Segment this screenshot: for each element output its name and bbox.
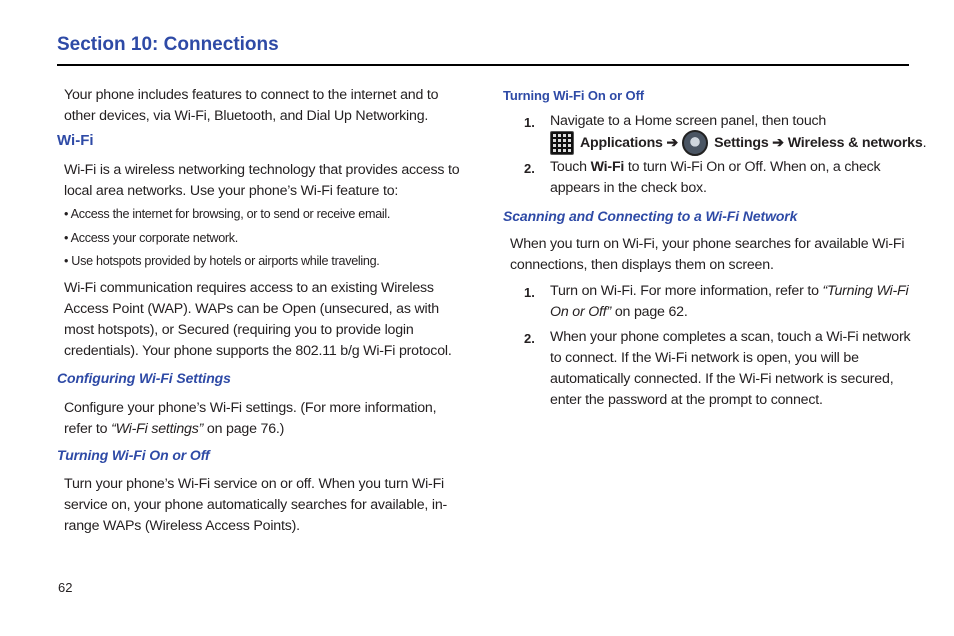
applications-icon[interactable] (550, 131, 574, 155)
settings-path-label: Settings ➔ Wireless & networks (714, 134, 923, 151)
wap-paragraph: Wi-Fi communication requires access to an existing Wireless Access Point (WAP). WAPs can be Open (unsecured, as with most hotspots), or Secured (requiring you to provide login credentials). Your phone supports the 802.11 b/g Wi-Fi protocol. (64, 280, 452, 359)
step-1-text: Navigate to a Home screen panel, then touch (550, 113, 827, 129)
scan-step-1-text (550, 281, 912, 323)
page-number: 62 (58, 580, 73, 595)
intro-paragraph: Your phone includes features to connect to the internet and to other devices, via Wi-Fi, Bluetooth, and Dial Up Networking. (64, 87, 439, 124)
turning-heading-left: Turning Wi-Fi On or Off (57, 447, 210, 463)
scan-step-2-text: When your phone completes a scan, touch a Wi-Fi network to connect. If the Wi-Fi network is open, you will be automatically connected. If the Wi-Fi network is secured, enter the password at the prompt to connect. (550, 329, 911, 408)
step-1-period: . (922, 134, 927, 151)
configuring-text-end: on page 76.) (203, 421, 285, 437)
step-number: 1. (524, 285, 535, 300)
step-number: 1. (524, 115, 535, 130)
wifi-settings-reference[interactable]: “Wi-Fi settings” (111, 421, 204, 437)
wifi-description: Wi-Fi is a wireless networking technology that provides access to local area networks. Use your phone’s Wi-Fi feature to: (64, 162, 460, 199)
header-rule (57, 64, 909, 66)
turning-heading-right: Turning Wi-Fi On or Off (503, 88, 645, 103)
scan-step-1-lead: Turn on Wi-Fi. For more information, refer to (550, 283, 823, 299)
bullet-item: • Use hotspots provided by hotels or airports while traveling. (64, 254, 380, 268)
configuring-paragraph (64, 398, 464, 440)
configuring-text: Configure your phone’s Wi-Fi settings. (For more information, refer to (64, 400, 437, 437)
bullet-item: • Access the internet for browsing, or to send or receive email. (64, 207, 391, 221)
scanning-heading: Scanning and Connecting to a Wi-Fi Network (503, 208, 798, 224)
wifi-option-label: Wi-Fi (590, 159, 625, 175)
turning-paragraph: Turn your phone’s Wi-Fi service on or off. When you turn Wi-Fi service on, your phone automatically searches for available, in-range WAPs (Wireless Access Points). (64, 476, 448, 534)
settings-icon[interactable] (682, 130, 708, 156)
step-1-path (550, 130, 927, 156)
scan-step-1-end: on page 62. (611, 304, 688, 320)
page-title: Section 10: Connections (57, 34, 279, 55)
step-2-lead: Touch (550, 159, 591, 175)
step-2-rest: to turn Wi-Fi On or Off. When on, a check appears in the check box. (550, 159, 881, 196)
step-2-text (550, 157, 910, 199)
step-number: 2. (524, 161, 535, 176)
wifi-heading: Wi-Fi (57, 132, 94, 149)
bullet-item: • Access your corporate network. (64, 231, 238, 245)
applications-label: Applications ➔ (580, 134, 679, 151)
scanning-paragraph: When you turn on Wi-Fi, your phone searches for available Wi-Fi connections, then displays them on screen. (510, 236, 905, 273)
configuring-heading: Configuring Wi-Fi Settings (57, 370, 231, 386)
step-number: 2. (524, 331, 535, 346)
turning-wifi-reference[interactable]: “Turning Wi-Fi On or Off” (550, 283, 909, 320)
